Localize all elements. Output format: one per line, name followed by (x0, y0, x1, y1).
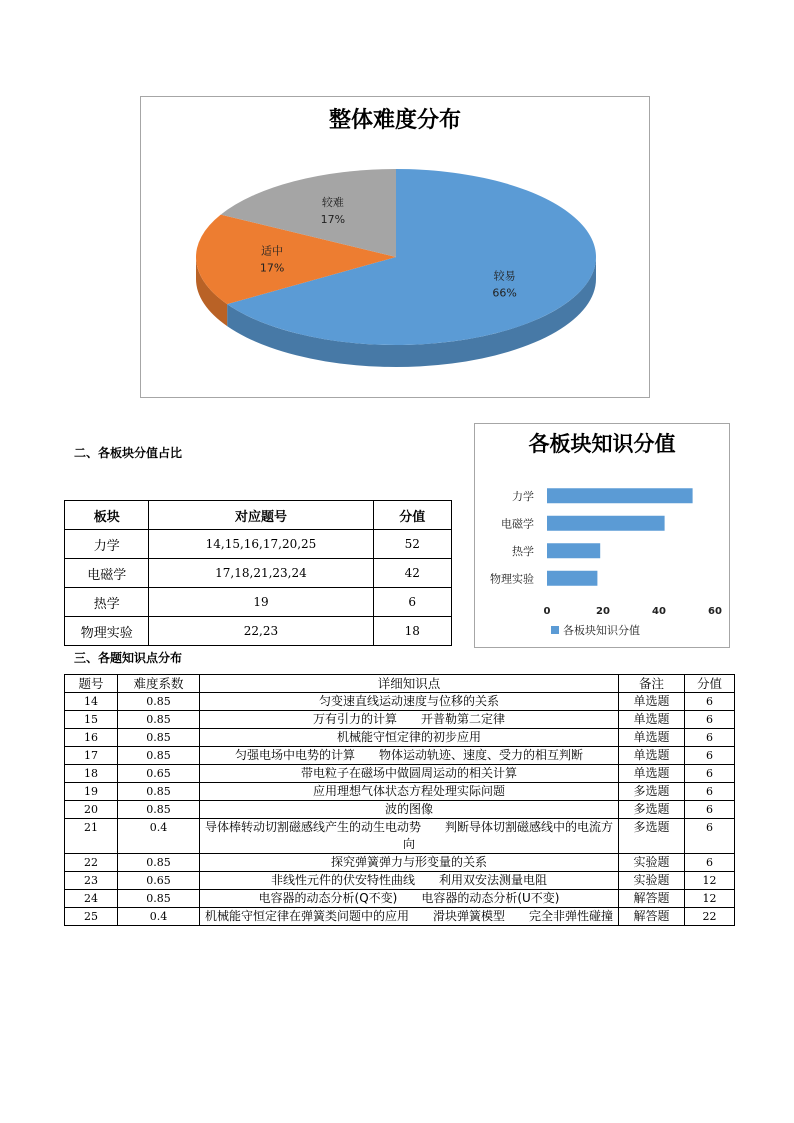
table-cell: 19 (65, 783, 118, 801)
pie-chart (141, 97, 649, 397)
table-cell: 18 (65, 765, 118, 783)
table-row (65, 801, 735, 819)
table-row (65, 617, 452, 646)
table-header-cell: 备注 (619, 675, 685, 693)
table-header-cell: 详细知识点 (200, 675, 619, 693)
table-cell: 25 (65, 908, 118, 926)
table-cell: 12 (685, 890, 735, 908)
table-header-cell: 板块 (65, 501, 149, 530)
section2-title: 二、各板块分值占比 (74, 446, 183, 460)
table-cell: 0.4 (118, 908, 200, 926)
table-cell: 14 (65, 693, 118, 711)
table-cell: 24 (65, 890, 118, 908)
table-cell: 16 (65, 729, 118, 747)
table-row (65, 854, 735, 872)
table-cell: 15 (65, 711, 118, 729)
bar-category-label: 热学 (512, 544, 534, 558)
table-header-cell: 对应题号 (149, 501, 373, 530)
table-cell: 匀强电场中电势的计算 物体运动轨迹、速度、受力的相互判断 (200, 747, 619, 765)
table-cell: 实验题 (619, 854, 685, 872)
table-cell: 非线性元件的伏安特性曲线 利用双安法测量电阻 (200, 872, 619, 890)
legend-swatch (551, 626, 559, 634)
pie-chart-title: 整体难度分布 (328, 108, 461, 133)
table-cell: 实验题 (619, 872, 685, 890)
pie-slice-label: 适中 (261, 244, 284, 258)
table-cell: 波的图像 (200, 801, 619, 819)
table-cell: 机械能守恒定律在弹簧类问题中的应用 滑块弹簧模型 完全非弹性碰撞 (200, 908, 619, 926)
table-header-row (65, 675, 735, 693)
bar-chart-title: 各板块知识分值 (528, 432, 676, 456)
table-cell: 6 (685, 765, 735, 783)
pie-slice-value: 17% (259, 261, 285, 275)
table-cell: 力学 (65, 530, 149, 559)
table-cell: 万有引力的计算 开普勒第二定律 (200, 711, 619, 729)
pie-slice-label: 较难 (321, 196, 344, 210)
table-cell: 6 (373, 588, 452, 617)
table-cell: 17 (65, 747, 118, 765)
bar-category-label: 物理实验 (490, 572, 534, 586)
table-cell: 6 (685, 693, 735, 711)
table-cell: 单选题 (619, 765, 685, 783)
table-cell: 0.85 (118, 801, 200, 819)
bar (547, 516, 665, 531)
table-cell: 6 (685, 711, 735, 729)
table-cell: 6 (685, 729, 735, 747)
table-cell: 0.85 (118, 729, 200, 747)
table-row (65, 783, 735, 801)
bar-category-label: 电磁学 (501, 517, 534, 531)
table-header-cell: 分值 (373, 501, 452, 530)
table-row (65, 711, 735, 729)
section-score-table (64, 500, 452, 646)
table-cell: 单选题 (619, 729, 685, 747)
table-row (65, 530, 452, 559)
x-tick-label: 40 (652, 606, 666, 617)
pie-chart-panel (140, 96, 650, 398)
table-cell: 0.85 (118, 783, 200, 801)
table-cell: 52 (373, 530, 452, 559)
table-cell: 多选题 (619, 783, 685, 801)
table-header-cell: 题号 (65, 675, 118, 693)
legend-label: 各板块知识分值 (563, 624, 640, 637)
table-cell: 12 (685, 872, 735, 890)
x-tick-label: 0 (543, 606, 551, 617)
table-cell: 导体棒转动切割磁感线产生的动生电动势 判断导体切割磁感线中的电流方向 (200, 819, 619, 854)
table-cell: 0.65 (118, 872, 200, 890)
section3-title: 三、各题知识点分布 (74, 651, 183, 665)
table-cell: 0.4 (118, 819, 200, 854)
table-row (65, 890, 735, 908)
x-tick-label: 20 (596, 606, 610, 617)
table-cell: 解答题 (619, 908, 685, 926)
table-cell: 6 (685, 819, 735, 854)
table-cell: 机械能守恒定律的初步应用 (200, 729, 619, 747)
table-cell: 17,18,21,23,24 (149, 559, 373, 588)
table-cell: 应用理想气体状态方程处理实际问题 (200, 783, 619, 801)
table-cell: 0.65 (118, 765, 200, 783)
table-cell: 6 (685, 801, 735, 819)
table-row (65, 908, 735, 926)
table-cell: 18 (373, 617, 452, 646)
question-knowledge-table (64, 674, 735, 926)
x-tick-label: 60 (708, 606, 722, 617)
bar (547, 571, 597, 586)
table-cell: 热学 (65, 588, 149, 617)
table-cell: 0.85 (118, 854, 200, 872)
table-header-cell: 难度系数 (118, 675, 200, 693)
table-cell: 6 (685, 783, 735, 801)
table-cell: 解答题 (619, 890, 685, 908)
pie-slice-label: 较易 (493, 269, 516, 283)
bar (547, 543, 600, 558)
table-row (65, 729, 735, 747)
table-cell: 14,15,16,17,20,25 (149, 530, 373, 559)
table-cell: 22 (65, 854, 118, 872)
table-cell: 电磁学 (65, 559, 149, 588)
table-cell: 匀变速直线运动速度与位移的关系 (200, 693, 619, 711)
table-cell: 21 (65, 819, 118, 854)
table-cell: 单选题 (619, 693, 685, 711)
table-cell: 19 (149, 588, 373, 617)
table-cell: 探究弹簧弹力与形变量的关系 (200, 854, 619, 872)
bar-category-label: 力学 (512, 489, 534, 503)
table-cell: 带电粒子在磁场中做圆周运动的相关计算 (200, 765, 619, 783)
bar (547, 488, 693, 503)
table-cell: 物理实验 (65, 617, 149, 646)
table-cell: 0.85 (118, 711, 200, 729)
table-cell: 0.85 (118, 747, 200, 765)
table-row (65, 559, 452, 588)
table-cell: 23 (65, 872, 118, 890)
table-cell: 多选题 (619, 819, 685, 854)
table-cell: 22,23 (149, 617, 373, 646)
table-cell: 0.85 (118, 693, 200, 711)
table-row (65, 765, 735, 783)
table-row (65, 588, 452, 617)
table-row (65, 693, 735, 711)
table-row (65, 872, 735, 890)
table-cell: 0.85 (118, 890, 200, 908)
bar-chart (475, 424, 729, 647)
table-row (65, 819, 735, 854)
table-cell: 6 (685, 747, 735, 765)
pie-slice-value: 66% (492, 286, 517, 300)
pie-slice-value: 17% (320, 213, 346, 227)
bar-chart-panel (474, 423, 730, 648)
table-cell: 电容器的动态分析(Q不变) 电容器的动态分析(U不变) (200, 890, 619, 908)
table-cell: 22 (685, 908, 735, 926)
table-cell: 多选题 (619, 801, 685, 819)
table-header-cell: 分值 (685, 675, 735, 693)
table-cell: 单选题 (619, 711, 685, 729)
table-cell: 20 (65, 801, 118, 819)
table-cell: 42 (373, 559, 452, 588)
table-cell: 单选题 (619, 747, 685, 765)
table-row (65, 747, 735, 765)
table-header-row (65, 501, 452, 530)
table-cell: 6 (685, 854, 735, 872)
